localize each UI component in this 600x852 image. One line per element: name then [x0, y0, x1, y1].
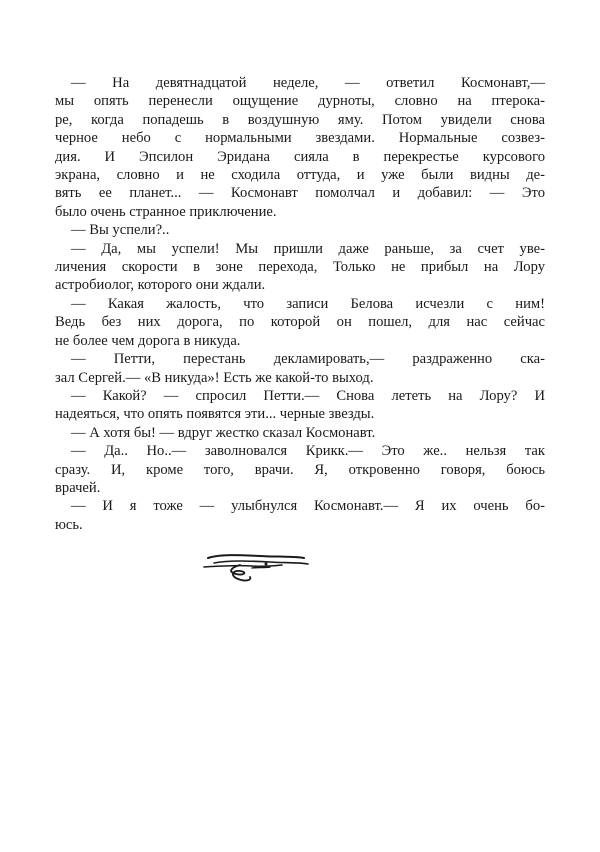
paragraph — [55, 387, 545, 424]
text-line: — Какой? — спросил Петти.— Снова лететь на Лору? И — [71, 387, 545, 404]
text-line: — Петти, перестань декламировать,— раздраженно ска- — [71, 351, 545, 368]
text-line: врачей. — [55, 479, 101, 496]
text-line: экрана, словно и не сходила оттуда, и уже были видны де- — [55, 167, 545, 184]
text-line: личения скорости в зоне перехода, Только не прибыл на Лору — [55, 259, 545, 276]
text-line: — Да.. Но..— заволновался Крикк.— Это же.. нельзя так — [71, 443, 545, 460]
paragraph — [55, 295, 545, 350]
text-line: — Вы успели?.. — [71, 222, 170, 239]
text-line: — И я тоже — улыбнулся Космонавт.— Я их очень бо- — [71, 498, 545, 515]
handwritten-flourish-icon — [200, 550, 310, 586]
text-line: дия. И Эпсилон Эридана сияла в перекрестье курсового — [55, 148, 545, 165]
text-line: черное небо с нормальными звездами. Нормальные созвез- — [55, 130, 545, 147]
text-line: вять ее планет... — Космонавт помолчал и добавил: — Это — [55, 185, 545, 202]
text-line: Ведь без них дорога, по которой он пошел, для нас сейчас — [55, 314, 545, 331]
text-line: ре, когда попадешь в воздушную яму. Потом увидели снова — [55, 111, 545, 128]
paragraph — [55, 442, 545, 497]
text-line: юсь. — [55, 516, 83, 533]
book-page — [55, 74, 545, 534]
paragraph — [55, 424, 545, 442]
paragraph — [55, 74, 545, 221]
paragraph — [55, 350, 545, 387]
text-line: мы опять перенесли ощущение дурноты, словно на птерока- — [55, 93, 545, 110]
text-line: зал Сергей.— «В никуда»! Есть же какой-то выход. — [55, 369, 374, 386]
text-line: надеяться, что опять появятся эти... черные звезды. — [55, 406, 375, 423]
text-line: не более чем дорога в никуда. — [55, 332, 241, 349]
text-line: сразу. И, кроме того, врачи. Я, откровенно говоря, боюсь — [55, 461, 545, 478]
text-line: астробиолог, которого они ждали. — [55, 277, 266, 294]
paragraph — [55, 221, 545, 239]
text-line: — А хотя бы! — вдруг жестко сказал Космонавт. — [71, 424, 376, 441]
text-line: — Да, мы успели! Мы пришли даже раньше, за счет уве- — [71, 240, 545, 257]
text-line: было очень странное приключение. — [55, 203, 277, 220]
paragraph — [55, 497, 545, 534]
text-line: — Какая жалость, что записи Белова исчезли с ним! — [71, 295, 545, 312]
paragraph — [55, 240, 545, 295]
text-line: — На девятнадцатой неделе, — ответил Космонавт,— — [71, 75, 545, 91]
